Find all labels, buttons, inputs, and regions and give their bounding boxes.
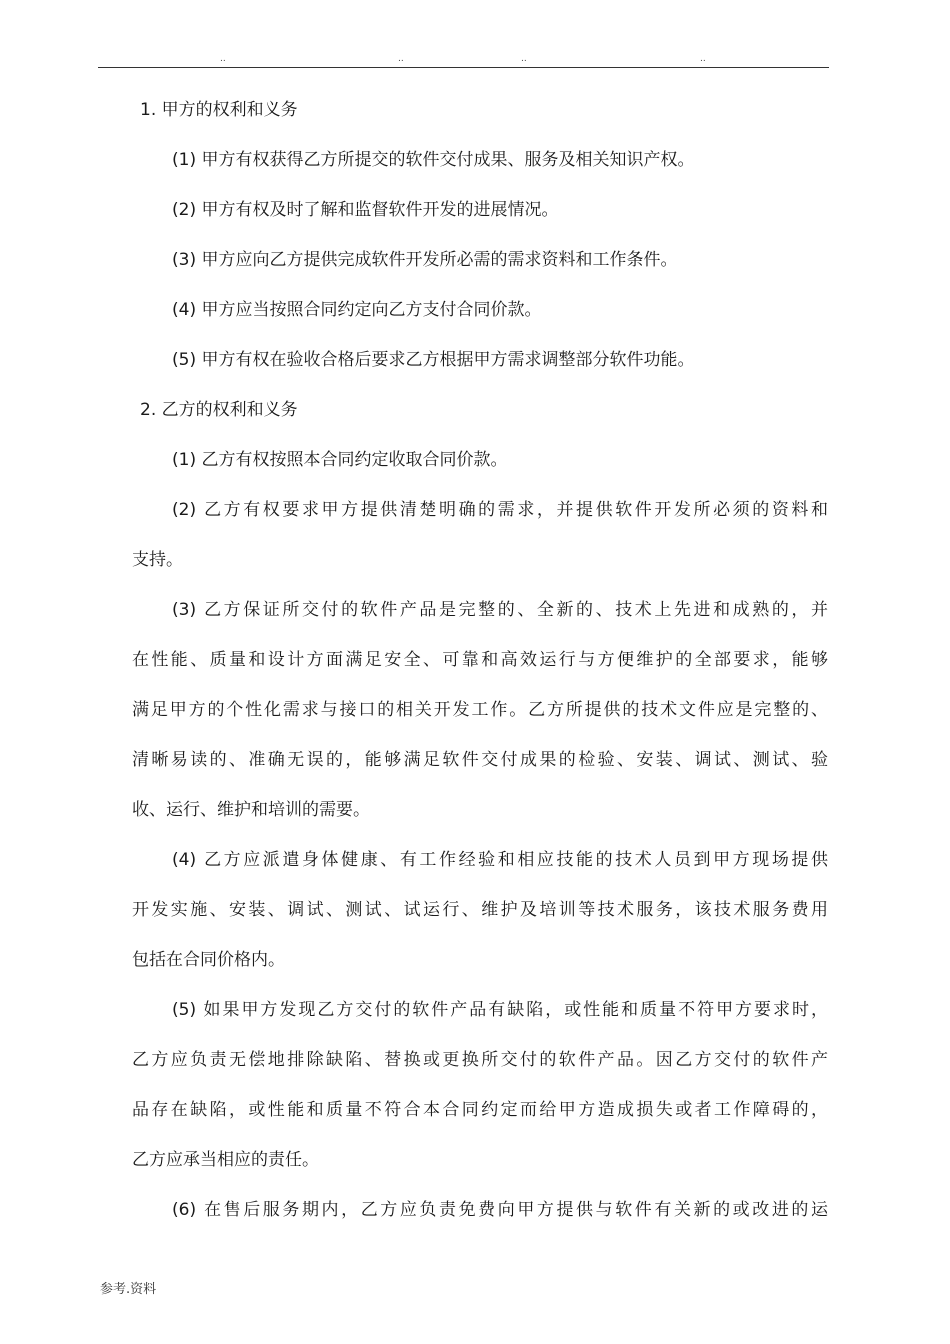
clause-b4-line: 包括在合同价格内。	[132, 950, 285, 970]
clause-b5-line: 乙方应负责无偿地排除缺陷、替换或更换所交付的软件产品。因乙方交付的软件产	[132, 1050, 828, 1070]
clause-b1: (1) 乙方有权按照本合同约定收取合同价款。	[172, 450, 508, 470]
clause-b2-line: 支持。	[132, 550, 183, 570]
clause-a1: (1) 甲方有权获得乙方所提交的软件交付成果、服务及相关知识产权。	[172, 150, 695, 170]
clause-b5-line: 品存在缺陷，或性能和质量不符合本合同约定而给甲方造成损失或者工作障碍的，	[132, 1100, 828, 1120]
clause-b5-line: (5) 如果甲方发现乙方交付的软件产品有缺陷，或性能和质量不符甲方要求时，	[172, 1000, 828, 1020]
clause-b4-line: 开发实施、安装、调试、测试、试运行、维护及培训等技术服务，该技术服务费用	[132, 900, 828, 920]
clause-b3-line: 在性能、质量和设计方面满足安全、可靠和高效运行与方便维护的全部要求，能够	[132, 650, 828, 670]
clause-a2: (2) 甲方有权及时了解和监督软件开发的进展情况。	[172, 200, 559, 220]
clause-a4: (4) 甲方应当按照合同约定向乙方支付合同价款。	[172, 300, 542, 320]
header-mark: ..	[700, 54, 706, 64]
clause-a3: (3) 甲方应向乙方提供完成软件开发所必需的需求资料和工作条件。	[172, 250, 678, 270]
header-rule	[98, 67, 829, 68]
clause-b5-line: 乙方应承当相应的责任。	[132, 1150, 319, 1170]
header-mark: ..	[521, 54, 527, 64]
clause-b4-line: (4) 乙方应派遣身体健康、有工作经验和相应技能的技术人员到甲方现场提供	[172, 850, 828, 870]
clause-b3-line: 清晰易读的、准确无误的，能够满足软件交付成果的检验、安装、调试、测试、验	[132, 750, 828, 770]
clause-b6-line: (6) 在售后服务期内，乙方应负责免费向甲方提供与软件有关新的或改进的运	[172, 1200, 828, 1220]
section-heading-1: 1. 甲方的权利和义务	[140, 100, 298, 120]
header-mark: ..	[398, 54, 404, 64]
clause-b3-line: 满足甲方的个性化需求与接口的相关开发工作。乙方所提供的技术文件应是完整的、	[132, 700, 828, 720]
page-footer: 参考.资料	[100, 1282, 157, 1297]
clause-a5: (5) 甲方有权在验收合格后要求乙方根据甲方需求调整部分软件功能。	[172, 350, 695, 370]
clause-b2-line: (2) 乙方有权要求甲方提供清楚明确的需求，并提供软件开发所必须的资料和	[172, 500, 828, 520]
clause-b3-line: 收、运行、维护和培训的需要。	[132, 800, 370, 820]
clause-b3-line: (3) 乙方保证所交付的软件产品是完整的、全新的、技术上先进和成熟的，并	[172, 600, 828, 620]
header-mark: ..	[220, 54, 226, 64]
section-heading-2: 2. 乙方的权利和义务	[140, 400, 298, 420]
